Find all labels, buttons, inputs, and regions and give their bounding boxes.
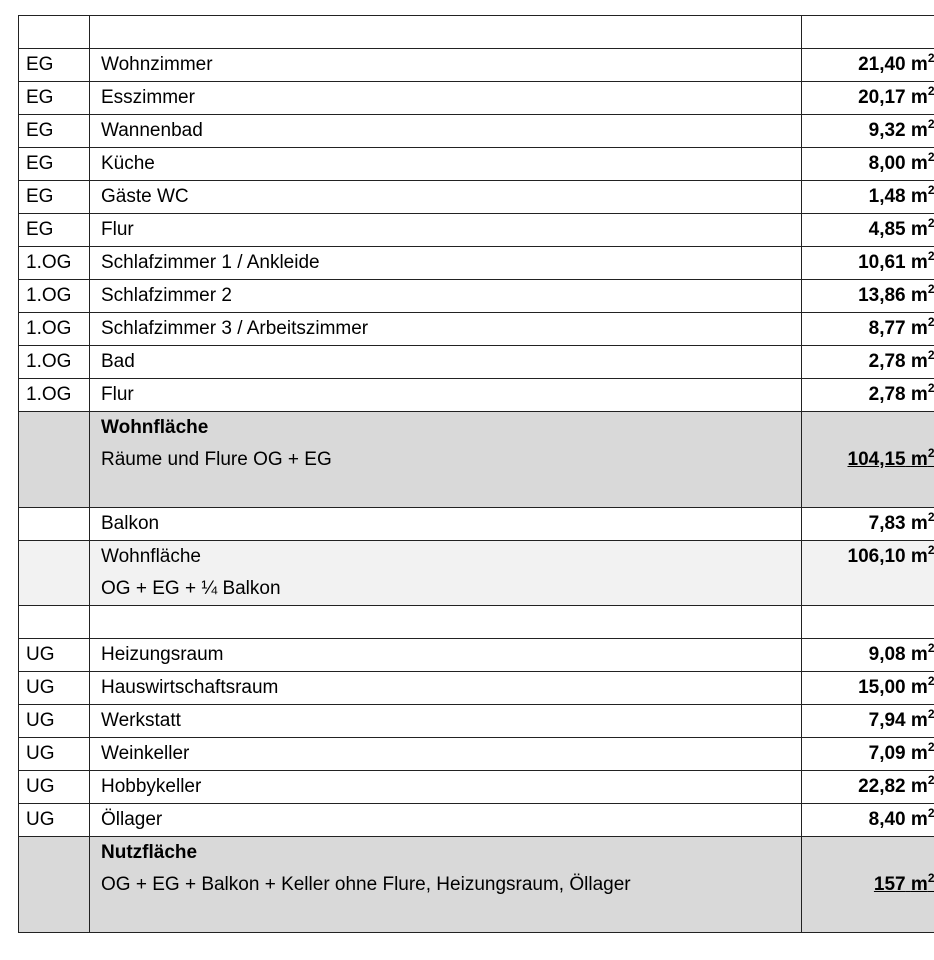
unit-exponent: 2 [927, 674, 934, 688]
room-cell: Flur [90, 379, 802, 412]
unit: m [910, 449, 928, 470]
unit-exponent: 2 [927, 249, 934, 263]
unit-exponent: 2 [927, 707, 934, 721]
floor-cell: EG [19, 148, 90, 181]
unit-exponent: 2 [927, 641, 934, 655]
area-number: 9,08 [868, 644, 906, 665]
area-cell [802, 313, 934, 346]
empty-cell [19, 16, 90, 49]
room-cell: Balkon [90, 508, 802, 541]
table-row [19, 115, 934, 148]
room-cell: Bad [90, 346, 802, 379]
unit: m [910, 874, 928, 895]
area-number: 20,17 [858, 87, 906, 108]
area-number: 13,86 [858, 285, 906, 306]
unit: m [910, 776, 928, 797]
unit: m [910, 743, 928, 764]
room-cell: Hauswirtschaftsraum [90, 672, 802, 705]
unit: m [910, 54, 928, 75]
area-value [858, 84, 934, 108]
area-cell [802, 181, 934, 214]
area-cell [802, 639, 934, 672]
unit: m [910, 153, 928, 174]
unit: m [910, 186, 928, 207]
room-cell: Wannenbad [90, 115, 802, 148]
wohnflaeche-balkon-row [19, 541, 934, 606]
unit-exponent: 2 [927, 543, 934, 557]
floor-cell: 1.OG [19, 247, 90, 280]
unit-exponent: 2 [927, 806, 934, 820]
area-cell [802, 280, 934, 313]
table-row [19, 771, 934, 804]
area-value [858, 51, 934, 75]
unit-exponent: 2 [927, 84, 934, 98]
summary-title: Wohnfläche [101, 546, 201, 567]
unit: m [910, 219, 928, 240]
unit: m [910, 710, 928, 731]
empty-cell [19, 541, 90, 606]
area-number: 7,09 [868, 743, 906, 764]
table-row [19, 672, 934, 705]
area-number: 2,78 [868, 351, 906, 372]
area-value [868, 381, 934, 405]
area-wrapper [802, 412, 934, 476]
area-value [868, 315, 934, 339]
area-cell [802, 49, 934, 82]
summary-label-cell [90, 837, 802, 933]
floor-cell: UG [19, 804, 90, 837]
area-value [858, 249, 934, 273]
floor-cell: UG [19, 672, 90, 705]
unit-exponent: 2 [927, 150, 934, 164]
table-row [19, 82, 934, 115]
area-cell [802, 346, 934, 379]
area-value [868, 510, 934, 534]
room-cell: Küche [90, 148, 802, 181]
area-cell [802, 412, 934, 508]
unit: m [910, 318, 928, 339]
area-value [868, 707, 934, 731]
table-row [19, 738, 934, 771]
unit-exponent: 2 [927, 183, 934, 197]
area-cell [802, 508, 934, 541]
table-row [19, 705, 934, 738]
table-row [19, 346, 934, 379]
area-value [847, 543, 934, 567]
unit-exponent: 2 [927, 446, 934, 460]
room-cell: Schlafzimmer 1 / Ankleide [90, 247, 802, 280]
room-cell: Weinkeller [90, 738, 802, 771]
area-value [858, 282, 934, 306]
table-row [19, 804, 934, 837]
spacer-row [19, 606, 934, 639]
area-value [868, 150, 934, 174]
room-cell: Heizungsraum [90, 639, 802, 672]
unit: m [910, 351, 928, 372]
area-value [858, 674, 934, 698]
area-cell [802, 247, 934, 280]
area-number: 22,82 [858, 776, 906, 797]
area-cell [802, 82, 934, 115]
table-row [19, 148, 934, 181]
unit-exponent: 2 [927, 282, 934, 296]
floor-cell: 1.OG [19, 313, 90, 346]
empty-cell [19, 508, 90, 541]
floor-cell: EG [19, 49, 90, 82]
room-cell: Esszimmer [90, 82, 802, 115]
room-cell: Öllager [90, 804, 802, 837]
table-row [19, 214, 934, 247]
area-wrapper [802, 837, 934, 901]
area-value [868, 806, 934, 830]
area-cell [802, 705, 934, 738]
empty-cell [90, 16, 802, 49]
summary-subtitle: OG + EG + ¼ Balkon [101, 578, 281, 599]
area-value [847, 446, 934, 470]
table-row [19, 639, 934, 672]
unit: m [910, 120, 928, 141]
unit: m [910, 285, 928, 306]
header-row [19, 16, 934, 49]
room-cell: Werkstatt [90, 705, 802, 738]
area-value [868, 117, 934, 141]
empty-cell [19, 606, 90, 639]
floor-cell: EG [19, 181, 90, 214]
room-cell: Schlafzimmer 2 [90, 280, 802, 313]
summary-label-cell [90, 541, 802, 606]
summary-title: Wohnfläche [101, 417, 209, 438]
area-cell [802, 672, 934, 705]
table-row [19, 313, 934, 346]
summary-label-cell [90, 412, 802, 508]
table-row [19, 280, 934, 313]
area-cell [802, 738, 934, 771]
floor-cell: UG [19, 705, 90, 738]
table-row [19, 379, 934, 412]
table-row [19, 181, 934, 214]
empty-cell [19, 837, 90, 933]
area-number: 7,94 [868, 710, 906, 731]
room-cell: Gäste WC [90, 181, 802, 214]
area-value [868, 641, 934, 665]
unit-exponent: 2 [927, 315, 934, 329]
area-number: 2,78 [868, 384, 906, 405]
area-cell [802, 214, 934, 247]
table-row [19, 49, 934, 82]
nutzflaeche-summary-row [19, 837, 934, 933]
unit-exponent: 2 [927, 740, 934, 754]
empty-cell [802, 606, 934, 639]
area-value [868, 740, 934, 764]
unit-exponent: 2 [927, 773, 934, 787]
floor-cell: UG [19, 771, 90, 804]
area-number: 21,40 [858, 54, 906, 75]
area-value [868, 348, 934, 372]
unit: m [910, 546, 928, 567]
area-number: 7,83 [868, 513, 906, 534]
floor-cell: UG [19, 639, 90, 672]
area-cell [802, 379, 934, 412]
area-cell [802, 541, 934, 606]
area-cell [802, 804, 934, 837]
floor-cell: 1.OG [19, 346, 90, 379]
unit-exponent: 2 [927, 216, 934, 230]
area-table [18, 15, 934, 933]
floor-cell: 1.OG [19, 280, 90, 313]
area-number: 8,77 [868, 318, 906, 339]
table-row [19, 247, 934, 280]
unit: m [910, 677, 928, 698]
area-number: 106,10 [847, 546, 906, 567]
floor-cell: EG [19, 82, 90, 115]
room-cell: Hobbykeller [90, 771, 802, 804]
unit-exponent: 2 [927, 51, 934, 65]
area-number: 104,15 [847, 449, 906, 470]
unit-exponent: 2 [927, 117, 934, 131]
room-cell: Wohnzimmer [90, 49, 802, 82]
area-cell [802, 837, 934, 933]
summary-subtitle: Räume und Flure OG + EG [101, 449, 332, 470]
area-number: 8,40 [868, 809, 906, 830]
area-cell [802, 771, 934, 804]
unit-exponent: 2 [927, 510, 934, 524]
area-number: 157 [873, 874, 906, 895]
area-number: 4,85 [868, 219, 906, 240]
unit-exponent: 2 [927, 381, 934, 395]
floor-cell: 1.OG [19, 379, 90, 412]
area-number: 8,00 [868, 153, 906, 174]
floor-cell: EG [19, 115, 90, 148]
summary-subtitle: OG + EG + Balkon + Keller ohne Flure, Heizungsraum, Öllager [101, 874, 631, 895]
area-number: 1,48 [868, 186, 906, 207]
area-cell [802, 148, 934, 181]
summary-title: Nutzfläche [101, 842, 198, 863]
area-value [858, 773, 934, 797]
empty-cell [90, 606, 802, 639]
wohnflaeche-summary-row [19, 412, 934, 508]
room-cell: Schlafzimmer 3 / Arbeitszimmer [90, 313, 802, 346]
unit: m [910, 384, 928, 405]
unit: m [910, 252, 928, 273]
room-cell: Flur [90, 214, 802, 247]
balkon-row [19, 508, 934, 541]
area-value [868, 183, 934, 207]
empty-cell [19, 412, 90, 508]
unit: m [910, 87, 928, 108]
unit: m [910, 809, 928, 830]
area-number: 15,00 [858, 677, 906, 698]
area-number: 9,32 [868, 120, 906, 141]
unit-exponent: 2 [927, 348, 934, 362]
area-cell [802, 115, 934, 148]
floor-cell: UG [19, 738, 90, 771]
empty-cell [802, 16, 934, 49]
area-value [873, 871, 934, 895]
unit: m [910, 513, 928, 534]
area-number: 10,61 [858, 252, 906, 273]
unit: m [910, 644, 928, 665]
floor-cell: EG [19, 214, 90, 247]
unit-exponent: 2 [927, 871, 934, 885]
area-value [868, 216, 934, 240]
